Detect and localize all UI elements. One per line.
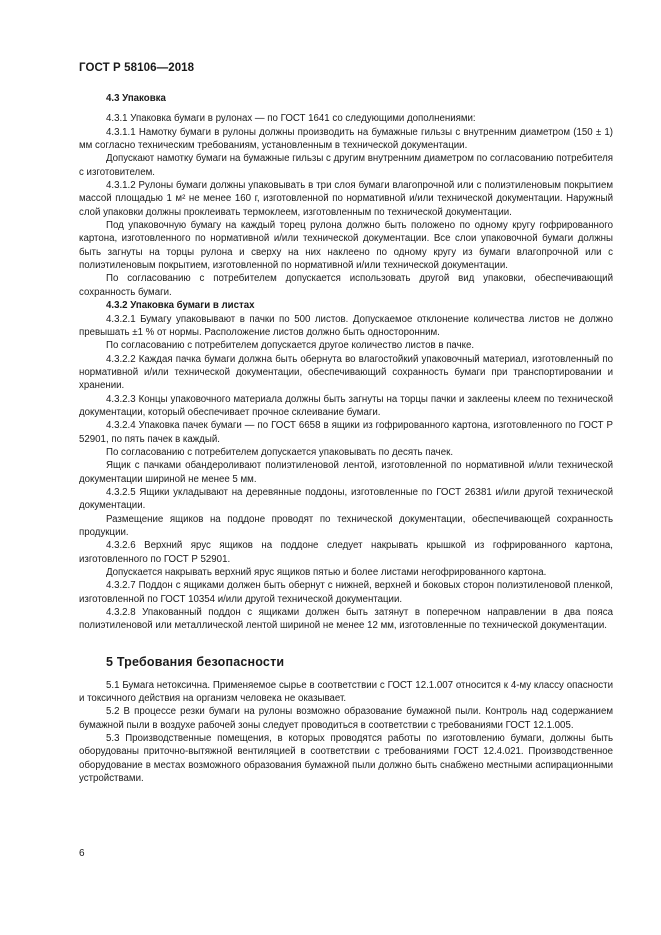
standard-header: ГОСТ Р 58106—2018 [79,62,195,74]
paragraph: Размещение ящиков на поддоне проводят по технической документации, обеспечивающей сохранность продукции. [79,513,613,538]
paragraph: 4.3.2.5 Ящики укладывают на деревянные поддоны, изготовленные по ГОСТ 26381 и/или другой технической документации. [79,486,613,512]
paragraph: По согласованию с потребителем допускается упаковывать по десять пачек. [106,446,454,458]
paragraph: 4.3.2.4 Упаковка пачек бумаги — по ГОСТ 6658 в ящики из гофрированного картона, изготовленного по ГОСТ Р 52901, по пять пачек в каждый. [79,420,613,445]
section-5-heading: 5 Требования безопасности [106,654,285,669]
paragraph: Ящик с пачками обандероливают полиэтиленовой лентой, изготовленной по нормативной и/или технической документации шириной не менее 5 мм. [79,460,613,485]
paragraph: Допускается накрывать верхний ярус ящиков пятью и более листами негофрированного картона. [106,567,547,579]
paragraph: 4.3.1.1 Намотку бумаги в рулоны должны производить на бумажные гильзы с внутренним диаметром (150 ± 1) мм согласно техническим требованиям, установленным в технической документации. [79,126,613,152]
section-4-3-heading: 4.3 Упаковка [106,93,166,104]
paragraph: Допускают намотку бумаги на бумажные гильзы с другим внутренним диаметром по согласованию потребителя с изготовителем. [79,153,613,178]
paragraph: 4.3.2.6 Верхний ярус ящиков на поддоне следует накрывать крышкой из гофрированного картона, изготовленного по ГОСТ Р 52901. [79,540,613,565]
paragraph: 4.3.2.7 Поддон с ящиками должен быть обернут с нижней, верхней и боковых сторон полиэтиленовой пленкой, изготовленной по ГОСТ 10354 и/или другой технической документации. [79,580,613,605]
section-4-3-2-heading: 4.3.2 Упаковка бумаги в листах [106,300,255,312]
paragraph: 5.2 В процессе резки бумаги на рулоны возможно образование бумажной пыли. Контроль над содержанием бумажной пыли в воздухе рабочей зоны следует проводиться в соответствии с требованиями ГОСТ 12.1.005. [79,706,613,731]
paragraph: По согласованию с потребителем допускается использовать другой вид упаковки, обеспечивающий сохранность бумаги. [79,273,613,298]
paragraph: 4.3.1.2 Рулоны бумаги должны упаковывать в три слоя бумаги влагопрочной или с полиэтиленовым покрытием массой площадью 1 м² не менее 160 г, изготовленной по нормативной и/или технической документации. Наружный слой упаковки должны проклеивать термоклеем, изготовленным по технической документации. [79,180,613,218]
paragraph: 5.3 Производственные помещения, в которых проводятся работы по изготовлению бумаги, должны быть оборудованы приточно-вытяжной вентиляцией в соответствии с требованиями ГОСТ 12.4.021. Производственное оборудование в местах возможного образования бумажной пыли должно быть снабжено местными аспирационными устройствами. [79,733,613,785]
paragraph: 4.3.2.1 Бумагу упаковывают в пачки по 500 листов. Допускаемое отклонение количества листов не должно превышать ±1 % от нормы. Расположение листов должно быть односторонним. [79,313,613,338]
paragraph: По согласованию с потребителем допускается другое количество листов в пачке. [106,340,475,352]
page-number: 6 [79,848,85,859]
paragraph: 4.3.1 Упаковка бумаги в рулонах — по ГОСТ 1641 со следующими дополнениями: [106,113,476,125]
paragraph: 5.1 Бумага нетоксична. Применяемое сырье в соответствии с ГОСТ 12.1.007 относится к 4-му классу опасности и токсичного действия на организм человека не оказывает. [79,679,613,705]
paragraph: 4.3.2.3 Концы упаковочного материала должны быть загнуты на торцы пачки и заклеены клеем по технической документации, который обеспечивает прочное склеивание бумаги. [79,393,613,418]
document-body [79,92,613,786]
paragraph: 4.3.2.8 Упакованный поддон с ящиками должен быть затянут в поперечном направлении в два пояса полиэтиленовой или металлической лентой шириной не менее 12 мм, изготовленные по технической документации. [79,607,613,632]
paragraph: Под упаковочную бумагу на каждый торец рулона должно быть положено по одному кругу гофрированного картона, изготовленного по нормативной и/или технической документации. Все слои упаковочной бумаги должны быть загнуты на торцы рулона и сверху на них наклеено по одному кругу из бумаги влагопрочной или с полиэтиленовым покрытием, изготовленной по нормативной и/или технической документации. [79,220,613,272]
paragraph: 4.3.2.2 Каждая пачка бумаги должна быть обернута во влагостойкий упаковочный материал, изготовленный по нормативной и/или технической документации, обеспечивающий сохранность бумаги при транспортировании и хранении. [79,353,613,392]
